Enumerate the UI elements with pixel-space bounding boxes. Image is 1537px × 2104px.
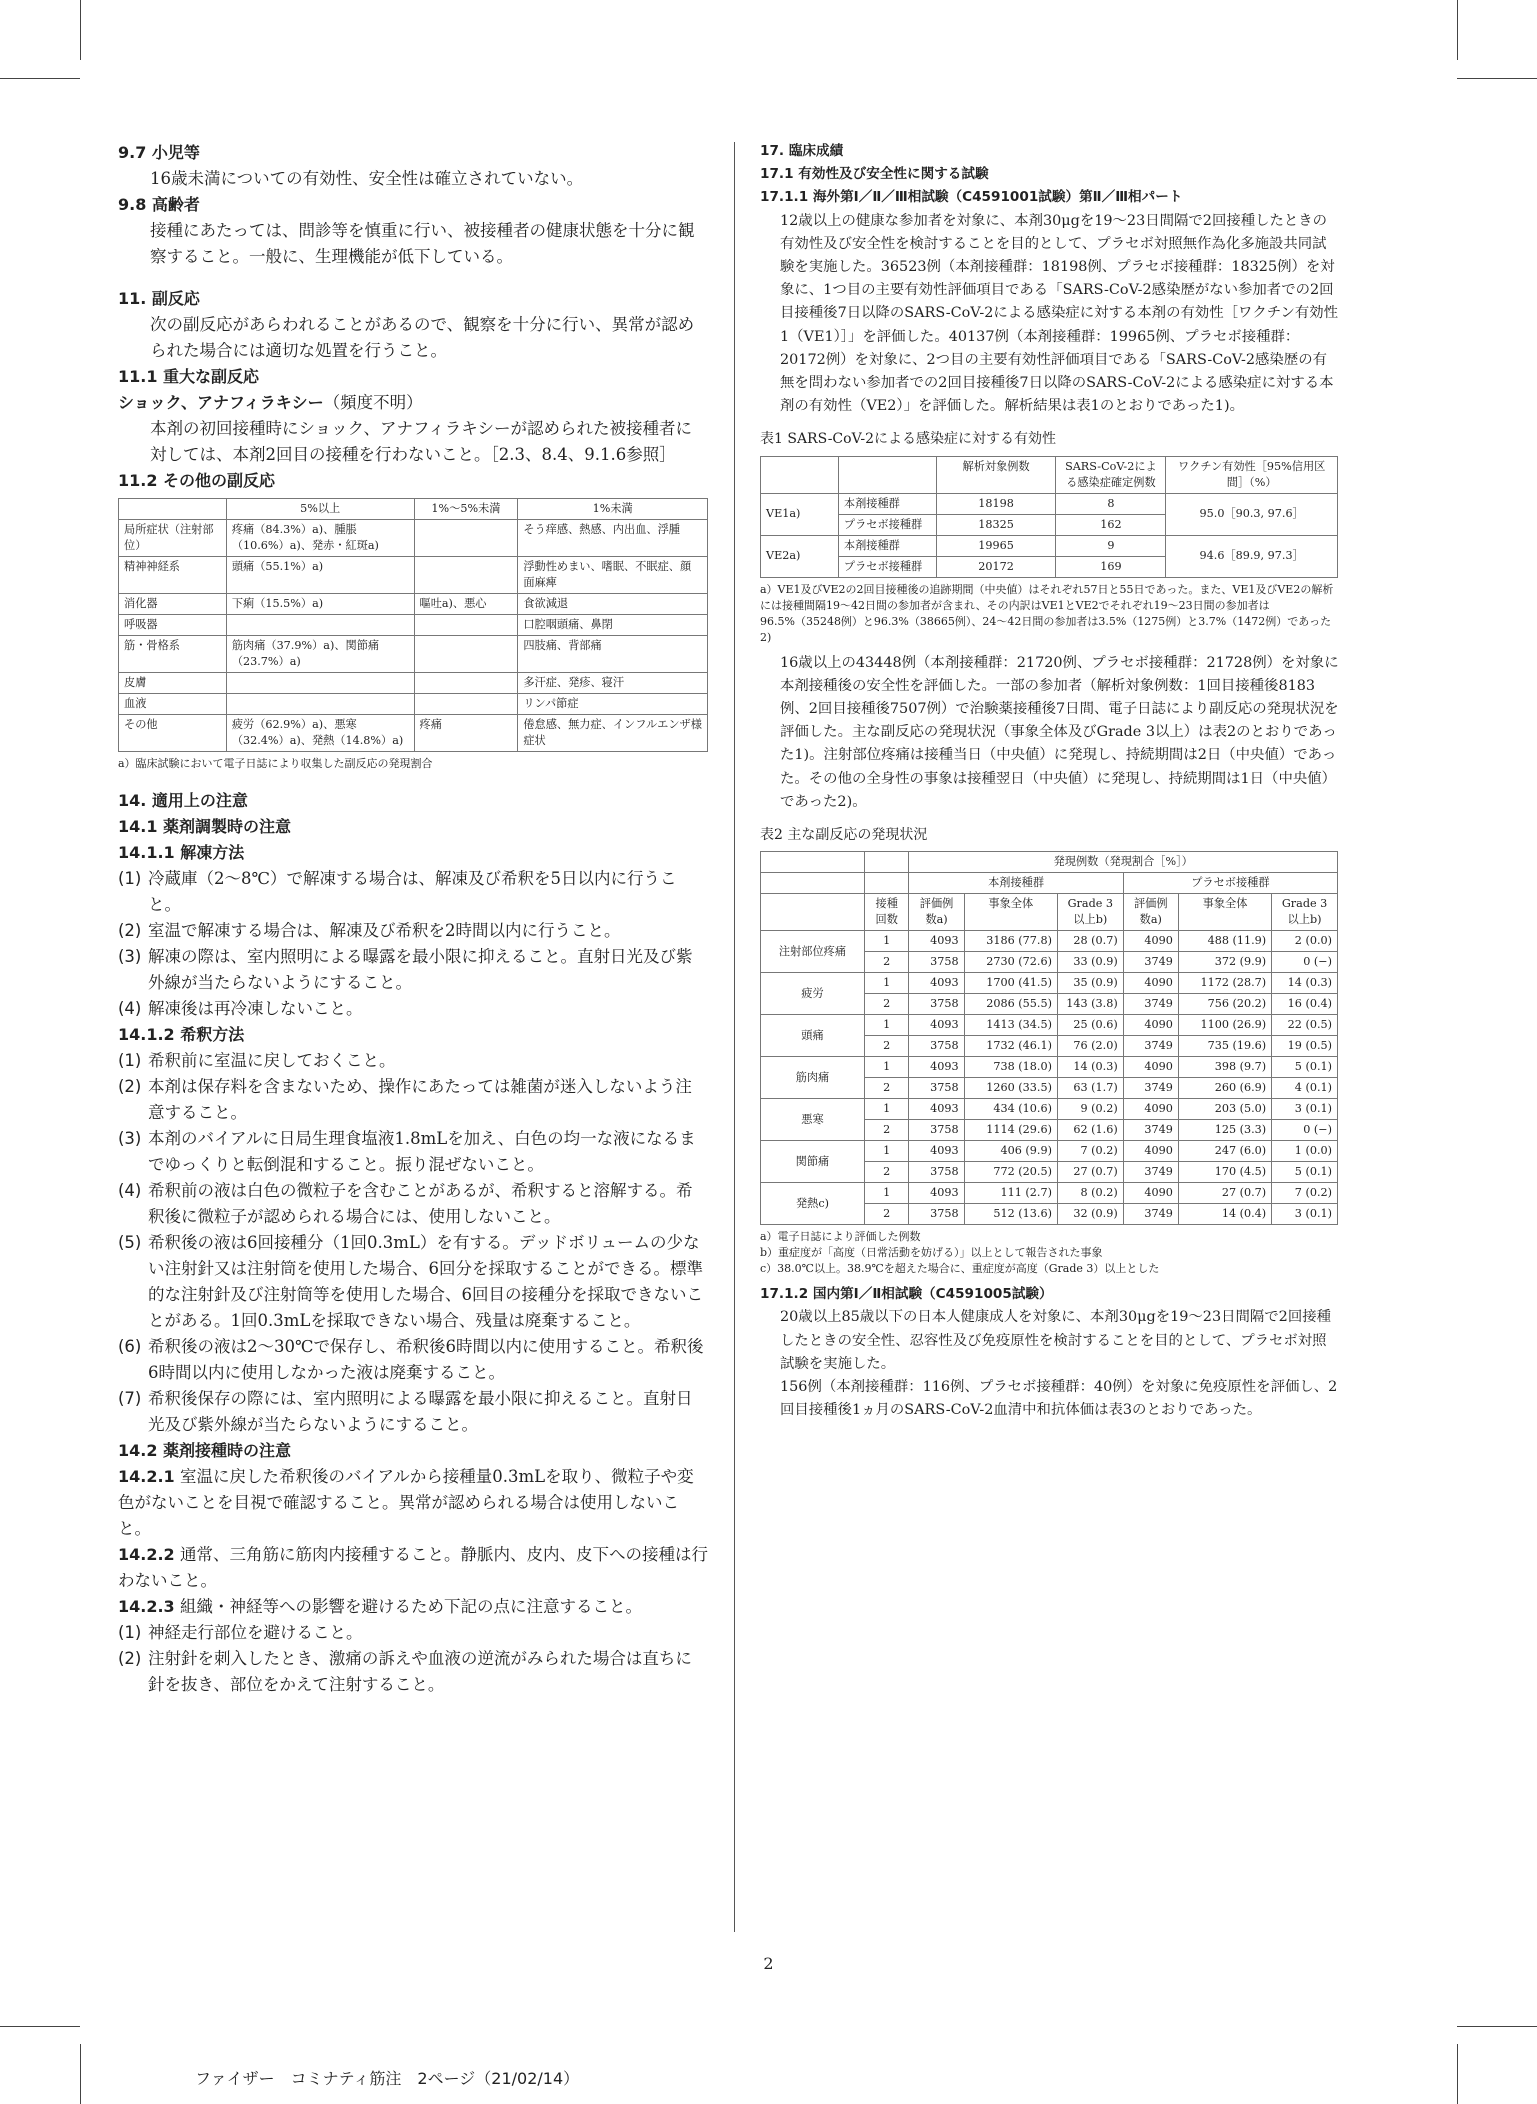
item-text: 希釈後の液は6回接種分（1回0.3mL）を有する。デッドボリュームの少ない注射針又は注射筒を使用した場合、6回分を採取することができる。標準的な注射針及び注射筒等を使用した場合、6回目の接種分を採取できないことがある。1回0.3mLを採取できない場合、残量は廃棄すること。	[148, 1233, 703, 1330]
column-divider	[734, 142, 735, 1932]
table-cell: 2	[864, 1078, 909, 1099]
table-caption: 表2 主な副反応の発現状況	[760, 827, 928, 844]
list-item	[118, 1386, 708, 1438]
table-cell: 本剤接種群	[838, 535, 936, 556]
table-cell: 4 (0.1)	[1272, 1078, 1338, 1099]
table-cell: 33 (0.9)	[1057, 952, 1123, 973]
reaction-label: 関節痛	[761, 1141, 865, 1183]
table-header: プラセボ接種群	[1123, 873, 1337, 894]
table-cell: 3758	[909, 1204, 964, 1225]
table-header: Grade 3以上b)	[1057, 894, 1123, 931]
table-cell: 772 (20.5)	[964, 1162, 1057, 1183]
table-cell: 2 (0.0)	[1272, 931, 1338, 952]
table-cell: 1700 (41.5)	[964, 973, 1057, 994]
table-cell: 疼痛	[414, 715, 518, 752]
table-cell: プラセボ接種群	[838, 514, 936, 535]
table-cell: 27 (0.7)	[1178, 1183, 1271, 1204]
table-row	[761, 973, 1338, 994]
table-cell	[414, 557, 518, 594]
table-cell: 3 (0.1)	[1272, 1204, 1338, 1225]
table-cell	[414, 615, 518, 636]
table-cell: 1	[864, 1015, 909, 1036]
table-cell: 76 (2.0)	[1057, 1036, 1123, 1057]
table-cell	[226, 615, 414, 636]
table-row	[119, 715, 708, 752]
table-cell: 488 (11.9)	[1178, 931, 1271, 952]
table-cell	[226, 673, 414, 694]
table-cell: 5 (0.1)	[1272, 1162, 1338, 1183]
table-cell: 局所症状（注射部位）	[119, 520, 227, 557]
table-cell: 738 (18.0)	[964, 1057, 1057, 1078]
section-heading: 11. 副反応	[118, 289, 200, 308]
table-cell: 9	[1056, 535, 1166, 556]
item-number: (1)	[118, 1623, 142, 1642]
section-heading: 14.2 薬剤接種時の注意	[118, 1441, 292, 1460]
table-cell: 4093	[909, 1015, 964, 1036]
list-item	[118, 944, 708, 996]
table-header: ワクチン有効性［95%信用区間］（%）	[1166, 456, 1338, 493]
list-item	[118, 1230, 708, 1334]
list-item	[118, 1126, 708, 1178]
table-header-row	[761, 456, 1338, 493]
list-item	[118, 1048, 708, 1074]
section-heading: 11.2 その他の副反応	[118, 471, 276, 490]
table-cell: 170 (4.5)	[1178, 1162, 1271, 1183]
paragraph-number: 14.2.1	[118, 1467, 175, 1486]
table-header	[119, 499, 227, 520]
reaction-label: 頭痛	[761, 1015, 865, 1057]
section-heading: 14.1.2 希釈方法	[118, 1025, 245, 1044]
item-number: (3)	[118, 947, 142, 966]
item-text: 希釈後保存の際には、室内照明による曝露を最小限に抑えること。直射日光及び紫外線が当たらないようにすること。	[148, 1389, 693, 1434]
table-cell: 4090	[1123, 1057, 1178, 1078]
table-cell: 19 (0.5)	[1272, 1036, 1338, 1057]
table-cell: 1	[864, 1057, 909, 1078]
table-cell: 27 (0.7)	[1057, 1162, 1123, 1183]
table-cell: 消化器	[119, 594, 227, 615]
item-number: (4)	[118, 1181, 142, 1200]
table-cell: 2	[864, 1204, 909, 1225]
table-cell: 35 (0.9)	[1057, 973, 1123, 994]
table-cell: 3749	[1123, 994, 1178, 1015]
table-cell: 7 (0.2)	[1057, 1141, 1123, 1162]
table-row	[761, 1141, 1338, 1162]
table-header: 事象全体	[1178, 894, 1271, 931]
table-cell: 143 (3.8)	[1057, 994, 1123, 1015]
table-cell: 皮膚	[119, 673, 227, 694]
item-text: 本剤は保存料を含まないため、操作にあたっては雑菌が迷入しないよう注意すること。	[148, 1077, 692, 1122]
list-item	[118, 866, 708, 918]
table-cell: 浮動性めまい、嗜眠、不眠症、顔面麻痺	[518, 557, 708, 594]
table-cell: 1114 (29.6)	[964, 1120, 1057, 1141]
group-label: VE1a)	[761, 493, 839, 535]
table-cell: 四肢痛、背部痛	[518, 636, 708, 673]
table-cell: 1172 (28.7)	[1178, 973, 1271, 994]
table-cell: 精神神経系	[119, 557, 227, 594]
table-header: 1%〜5%未満	[414, 499, 518, 520]
numbered-paragraph	[118, 1464, 708, 1542]
table-cell: 疲労（62.9%）a)、悪寒（32.4%）a)、発熱（14.8%）a)	[226, 715, 414, 752]
table-cell: 735 (19.6)	[1178, 1036, 1271, 1057]
list-item	[118, 1178, 708, 1230]
table-cell: 3749	[1123, 1162, 1178, 1183]
item-text: 冷蔵庫（2〜8℃）で解凍する場合は、解凍及び希釈を5日以内に行うこと。	[148, 869, 677, 914]
list-item	[118, 1334, 708, 1386]
table-header	[864, 852, 909, 873]
item-text: 室温で解凍する場合は、解凍及び希釈を2時間以内に行うこと。	[148, 921, 621, 940]
table-cell: 口腔咽頭痛、鼻閉	[518, 615, 708, 636]
table-header: 1%未満	[518, 499, 708, 520]
list-item	[118, 1646, 708, 1698]
table-cell: 4090	[1123, 931, 1178, 952]
page-number: 2	[763, 1954, 774, 1973]
item-number: (2)	[118, 1077, 142, 1096]
table-cell: 203 (5.0)	[1178, 1099, 1271, 1120]
table-header	[761, 894, 865, 931]
table-cell: 1	[864, 973, 909, 994]
table-cell: 4090	[1123, 973, 1178, 994]
table-cell: 疼痛（84.3%）a)、腫脹（10.6%）a)、発赤・紅斑a)	[226, 520, 414, 557]
table-row	[119, 636, 708, 673]
item-text: 解凍の際は、室内照明による曝露を最小限に抑えること。直射日光及び紫外線が当たらないようにすること。	[148, 947, 693, 992]
table-cell: 1100 (26.9)	[1178, 1015, 1271, 1036]
table-header-row	[761, 894, 1338, 931]
table-cell: 14 (0.4)	[1178, 1204, 1271, 1225]
subheading-frequency: （頻度不明）	[323, 393, 423, 412]
section-heading: 9.7 小児等	[118, 143, 200, 162]
item-number: (7)	[118, 1389, 142, 1408]
table-cell: 0 (−)	[1272, 1120, 1338, 1141]
table-cell: 406 (9.9)	[964, 1141, 1057, 1162]
item-number: (4)	[118, 999, 142, 1018]
table-cell: 2	[864, 1036, 909, 1057]
crop-mark	[80, 2044, 81, 2104]
section-text: 20歳以上85歳以下の日本人健康成人を対象に、本剤30μgを19〜23日間隔で2回接種したときの安全性、忍容性及び免疫原性を検討することを目的として、プラセボ対照試験を実施した。	[780, 1309, 1331, 1372]
table-header	[838, 456, 936, 493]
table-header	[761, 852, 865, 873]
table-cell: 372 (9.9)	[1178, 952, 1271, 973]
paragraph-text: 室温に戻した希釈後のバイアルから接種量0.3mLを取り、微粒子や変色がないことを目視で確認すること。異常が認められる場合は使用しないこと。	[118, 1467, 694, 1538]
numbered-paragraph	[118, 1542, 708, 1594]
numbered-paragraph	[118, 1594, 708, 1620]
table-cell: 頭痛（55.1%）a)	[226, 557, 414, 594]
table-cell: 4093	[909, 931, 964, 952]
table-cell: 本剤接種群	[838, 493, 936, 514]
table-cell: 3758	[909, 1162, 964, 1183]
section-heading: 14.1 薬剤調製時の注意	[118, 817, 292, 836]
section-text: 12歳以上の健康な参加者を対象に、本剤30μgを19〜23日間隔で2回接種したときの有効性及び安全性を検討することを目的として、プラセボ対照無作為化多施設共同試験を実施した。36523例（本剤接種群：18198例、プラセボ接種群：18325例）を対象に、1つ目の主要有効性評価項目である「SARS-CoV-2感染歴がない参加者での2回目接種後7日以降のSARS-CoV-2による感染症に対する本剤の有効性［ワクチン有効性1（VE1）］」を評価した。40137例（本剤接種群：19965例、プラセボ接種群：20172例）を対象に、2つ目の主要有効性評価項目である「SARS-CoV-2感染歴の有無を問わない参加者での2回目接種後7日以降のSARS-CoV-2による感染症に対する本剤の有効性（VE2）」を評価した。解析結果は表1のとおりであった1)。	[780, 212, 1339, 415]
table-cell: 倦怠感、無力症、インフルエンザ様症状	[518, 715, 708, 752]
table-header: 本剤接種群	[909, 873, 1123, 894]
table-cell: 434 (10.6)	[964, 1099, 1057, 1120]
reaction-label: 注射部位疼痛	[761, 931, 865, 973]
table-cell: 血液	[119, 694, 227, 715]
table-cell: 7 (0.2)	[1272, 1183, 1338, 1204]
table-header-row	[761, 873, 1338, 894]
table-cell: リンパ節症	[518, 694, 708, 715]
table-cell: 3758	[909, 994, 964, 1015]
table-cell: 1 (0.0)	[1272, 1141, 1338, 1162]
table-cell: 14 (0.3)	[1272, 973, 1338, 994]
list-item	[118, 918, 708, 944]
section-text: 16歳以上の43448例（本剤接種群：21720例、プラセボ接種群：21728例）を対象に本剤接種後の安全性を評価した。一部の参加者（解析対象例数：1回目接種後8183例、2回目接種後7507例）で治験薬接種後7日間、電子日誌により副反応の発現状況を評価した。主な副反応の発現状況（事象全体及びGrade 3以上）は表2のとおりであった1)。注射部位疼痛は接種当日（中央値）に発現し、持続期間は2日（中央値）であった。その他の全身性の事象は接種翌日（中央値）に発現し、持続期間は1日（中央値）であった2)。	[780, 654, 1339, 810]
table-row	[119, 557, 708, 594]
table-body	[761, 931, 1338, 1225]
table-header	[761, 873, 865, 894]
table-cell: そう痒感、熱感、内出血、浮腫	[518, 520, 708, 557]
table-cell: 2730 (72.6)	[964, 952, 1057, 973]
table-row	[119, 694, 708, 715]
table-cell: 4090	[1123, 1141, 1178, 1162]
item-text: 注射針を刺入したとき、激痛の訴えや血液の逆流がみられた場合は直ちに針を抜き、部位をかえて注射すること。	[148, 1649, 692, 1694]
table-cell: 4093	[909, 1057, 964, 1078]
table-cell: その他	[119, 715, 227, 752]
table-cell: 512 (13.6)	[964, 1204, 1057, 1225]
table-footnote: b）重症度が「高度（日常活動を妨げる）」以上として報告された事象	[760, 1246, 1103, 1260]
section-heading: 14.1.1 解凍方法	[118, 843, 245, 862]
reaction-label: 悪寒	[761, 1099, 865, 1141]
table-cell: 9 (0.2)	[1057, 1099, 1123, 1120]
table-cell: 3 (0.1)	[1272, 1099, 1338, 1120]
crop-mark	[80, 0, 81, 60]
section-heading: 17. 臨床成績	[760, 143, 844, 159]
table-row	[761, 1183, 1338, 1204]
section-text: 本剤の初回接種時にショック、アナフィラキシーが認められた被接種者に対しては、本剤2回目の接種を行わないこと。［2.3、8.4、9.1.6参照］	[150, 419, 693, 464]
table-row	[761, 1099, 1338, 1120]
table-footnote: a）臨床試験において電子日誌により収集した副反応の発現割合	[118, 757, 433, 770]
crop-mark	[1457, 0, 1458, 60]
item-number: (6)	[118, 1337, 142, 1356]
table-header-row	[119, 499, 708, 520]
table-cell: 28 (0.7)	[1057, 931, 1123, 952]
paragraph-number: 14.2.2	[118, 1545, 175, 1564]
crop-mark	[0, 78, 80, 79]
table-cell: 1	[864, 1141, 909, 1162]
table-cell: 筋肉痛（37.9%）a)、関節痛（23.7%）a)	[226, 636, 414, 673]
table-header: 発現例数（発現割合［%］）	[909, 852, 1338, 873]
table-row	[119, 673, 708, 694]
table-header: 評価例数a)	[1123, 894, 1178, 931]
item-number: (3)	[118, 1129, 142, 1148]
table-cell: 398 (9.7)	[1178, 1057, 1271, 1078]
table-cell: プラセボ接種群	[838, 556, 936, 577]
list-item	[118, 996, 708, 1022]
table-cell: 25 (0.6)	[1057, 1015, 1123, 1036]
section-heading: 14. 適用上の注意	[118, 791, 248, 810]
reaction-label: 筋肉痛	[761, 1057, 865, 1099]
table-cell: 62 (1.6)	[1057, 1120, 1123, 1141]
table-cell: 1260 (33.5)	[964, 1078, 1057, 1099]
item-number: (2)	[118, 1649, 142, 1668]
paragraph-number: 14.2.3	[118, 1597, 175, 1616]
section-text: 156例（本剤接種群：116例、プラセボ接種群：40例）を対象に免疫原性を評価し、2回目接種後1ヵ月のSARS-CoV-2血清中和抗体価は表3のとおりであった。	[780, 1379, 1338, 1419]
table-caption: 表1 SARS-CoV-2による感染症に対する有効性	[760, 431, 1057, 448]
table-cell: 5 (0.1)	[1272, 1057, 1338, 1078]
table-header: 接種回数	[864, 894, 909, 931]
table-cell: 下痢（15.5%）a)	[226, 594, 414, 615]
table-cell: 3749	[1123, 1078, 1178, 1099]
adverse-reactions-table	[760, 851, 1338, 1225]
table-cell: 1732 (46.1)	[964, 1036, 1057, 1057]
table-header	[761, 456, 839, 493]
section-text: 接種にあたっては、問診等を慎重に行い、被接種者の健康状態を十分に観察すること。一般に、生理機能が低下している。	[150, 221, 695, 266]
table-cell	[414, 636, 518, 673]
table-cell: 3758	[909, 1078, 964, 1099]
vaccine-efficacy: 94.6［89.9, 97.3］	[1166, 535, 1338, 577]
table-row	[761, 1057, 1338, 1078]
table-cell: 63 (1.7)	[1057, 1078, 1123, 1099]
item-text: 希釈前に室温に戻しておくこと。	[148, 1051, 396, 1070]
table-cell: 3749	[1123, 952, 1178, 973]
table-cell: 14 (0.3)	[1057, 1057, 1123, 1078]
table-cell: 2	[864, 1120, 909, 1141]
crop-mark	[1457, 2044, 1458, 2104]
table-cell: 18198	[936, 493, 1056, 514]
table-cell	[414, 694, 518, 715]
table-cell: 3758	[909, 952, 964, 973]
table-cell: 3749	[1123, 1204, 1178, 1225]
item-number: (2)	[118, 921, 142, 940]
table-header: 解析対象例数	[936, 456, 1056, 493]
table-cell: 111 (2.7)	[964, 1183, 1057, 1204]
table-header: Grade 3以上b)	[1272, 894, 1338, 931]
table-cell: 19965	[936, 535, 1056, 556]
reaction-label: 疲労	[761, 973, 865, 1015]
table-cell: 1	[864, 931, 909, 952]
item-text: 解凍後は再冷凍しないこと。	[148, 999, 363, 1018]
table-cell: 22 (0.5)	[1272, 1015, 1338, 1036]
reaction-label: 発熱c)	[761, 1183, 865, 1225]
table-cell: 3749	[1123, 1120, 1178, 1141]
table-row	[119, 594, 708, 615]
paragraph-text: 組織・神経等への影響を避けるため下記の点に注意すること。	[179, 1597, 642, 1616]
table-cell: 筋・骨格系	[119, 636, 227, 673]
table-header: SARS-CoV-2による感染症確定例数	[1056, 456, 1166, 493]
table-row	[761, 931, 1338, 952]
list-item	[118, 1620, 708, 1646]
table-cell: 125 (3.3)	[1178, 1120, 1271, 1141]
section-text: 16歳未満についての有効性、安全性は確立されていない。	[150, 169, 584, 188]
table-row	[761, 493, 1338, 514]
table-cell: 8	[1056, 493, 1166, 514]
table-cell: 1	[864, 1183, 909, 1204]
table-row	[119, 520, 708, 557]
table-cell: 4090	[1123, 1015, 1178, 1036]
table-cell: 18325	[936, 514, 1056, 535]
table-cell: 1	[864, 1099, 909, 1120]
table-cell: 3749	[1123, 1036, 1178, 1057]
table-footnote: a）VE1及びVE2の2回目接種後の追跡期間（中央値）はそれぞれ57日と55日であった。また、VE1及びVE2の解析には接種間隔19〜42日間の参加者が含まれ、その内訳はVE1とVE2でそれぞれ19〜23日間の参加者は96.5%（35248例）と96.3%（38665例）、24〜42日間の参加者は3.5%（1275例）と3.7%（1472例）であった2)	[760, 582, 1334, 644]
table-cell: 8 (0.2)	[1057, 1183, 1123, 1204]
item-number: (5)	[118, 1233, 142, 1252]
group-label: VE2a)	[761, 535, 839, 577]
table-cell: 3758	[909, 1120, 964, 1141]
table-header-row	[761, 852, 1338, 873]
list-item	[118, 1074, 708, 1126]
table-cell: 2086 (55.5)	[964, 994, 1057, 1015]
table-cell: 4093	[909, 1141, 964, 1162]
table-cell: 3186 (77.8)	[964, 931, 1057, 952]
table-cell: 0 (−)	[1272, 952, 1338, 973]
crop-mark	[1457, 78, 1537, 79]
item-number: (1)	[118, 1051, 142, 1070]
table-cell: 3758	[909, 1036, 964, 1057]
vaccine-efficacy: 95.0［90.3, 97.6］	[1166, 493, 1338, 535]
other-adverse-reactions-table	[118, 498, 708, 752]
table-cell: 嘔吐a)、悪心	[414, 594, 518, 615]
section-heading: 11.1 重大な副反応	[118, 367, 260, 386]
table-header: 5%以上	[226, 499, 414, 520]
table-cell: 多汗症、発疹、寝汗	[518, 673, 708, 694]
table-cell: 4093	[909, 1099, 964, 1120]
table-header: 事象全体	[964, 894, 1057, 931]
item-number: (1)	[118, 869, 142, 888]
section-heading: 17.1 有効性及び安全性に関する試験	[760, 166, 989, 183]
subheading-bold: ショック、アナフィラキシー	[118, 393, 324, 412]
left-column	[118, 140, 708, 1698]
item-text: 希釈後の液は2〜30℃で保存し、希釈後6時間以内に使用すること。希釈後6時間以内に使用しなかった液は廃棄すること。	[148, 1337, 704, 1382]
table-cell: 2	[864, 994, 909, 1015]
right-column	[760, 140, 1340, 1422]
table-cell	[414, 520, 518, 557]
table-cell: 2	[864, 952, 909, 973]
table-footnote: c）38.0℃以上。38.9℃を超えた場合に、重症度が高度（Grade 3）以上とした	[760, 1262, 1160, 1276]
table-cell: 756 (20.2)	[1178, 994, 1271, 1015]
section-heading: 9.8 高齢者	[118, 195, 200, 214]
table-cell: 食欲減退	[518, 594, 708, 615]
table-cell: 4093	[909, 1183, 964, 1204]
table-cell: 1413 (34.5)	[964, 1015, 1057, 1036]
item-text: 本剤のバイアルに日局生理食塩液1.8mLを加え、白色の均一な液になるまでゆっくりと転倒混和すること。振り混ぜないこと。	[148, 1129, 696, 1174]
paragraph-text: 通常、三角筋に筋肉内接種すること。静脈内、皮内、皮下への接種は行わないこと。	[118, 1545, 708, 1590]
table-cell: 32 (0.9)	[1057, 1204, 1123, 1225]
section-text: 次の副反応があらわれることがあるので、観察を十分に行い、異常が認められた場合には適切な処置を行うこと。	[150, 315, 695, 360]
table-cell: 20172	[936, 556, 1056, 577]
table-header	[864, 873, 909, 894]
table-cell: 4090	[1123, 1099, 1178, 1120]
item-text: 希釈前の液は白色の微粒子を含むことがあるが、希釈すると溶解する。希釈後に微粒子が認められる場合には、使用しないこと。	[148, 1181, 693, 1226]
section-heading: 17.1.1 海外第Ⅰ／Ⅱ／Ⅲ相試験（C4591001試験）第Ⅱ／Ⅲ相パート	[760, 189, 1183, 206]
table-cell: 260 (6.9)	[1178, 1078, 1271, 1099]
table-header: 評価例数a)	[909, 894, 964, 931]
table-footnote: a）電子日誌により評価した例数	[760, 1230, 921, 1244]
item-text: 神経走行部位を避けること。	[148, 1623, 363, 1642]
table-cell: 162	[1056, 514, 1166, 535]
table-cell: 16 (0.4)	[1272, 994, 1338, 1015]
table-cell: 呼吸器	[119, 615, 227, 636]
subheading	[118, 390, 708, 416]
table-row	[119, 615, 708, 636]
table-cell: 247 (6.0)	[1178, 1141, 1271, 1162]
section-heading: 17.1.2 国内第Ⅰ／Ⅱ相試験（C4591005試験）	[760, 1286, 1053, 1303]
efficacy-table	[760, 456, 1338, 578]
table-cell: 169	[1056, 556, 1166, 577]
table-cell: 4093	[909, 973, 964, 994]
table-cell: 2	[864, 1162, 909, 1183]
crop-mark	[1457, 2026, 1537, 2027]
table-row	[761, 535, 1338, 556]
page-footer: ファイザー コミナティ筋注 2ページ（21/02/14）	[195, 2069, 580, 2088]
table-cell	[226, 694, 414, 715]
table-cell	[414, 673, 518, 694]
table-row	[761, 1015, 1338, 1036]
table-cell: 4090	[1123, 1183, 1178, 1204]
crop-mark	[0, 2026, 80, 2027]
